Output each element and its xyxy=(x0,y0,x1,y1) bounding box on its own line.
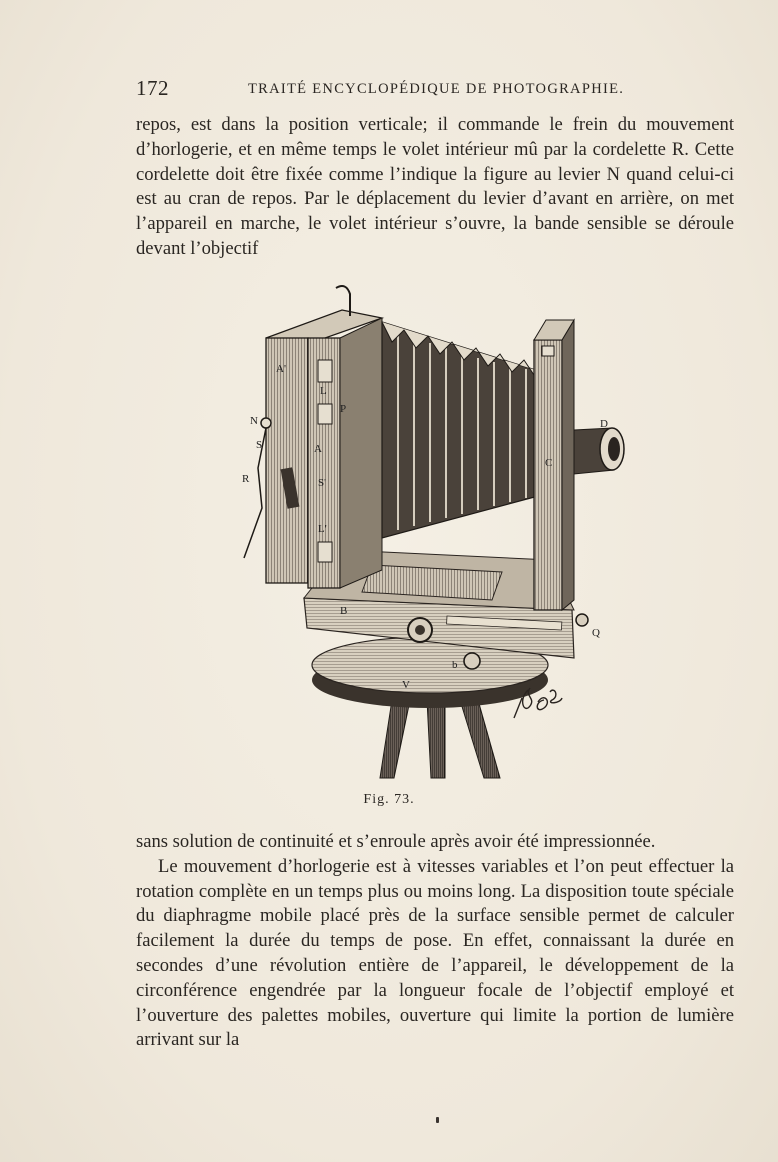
ink-speck xyxy=(436,1117,439,1123)
page-number: 172 xyxy=(136,76,169,100)
label-l-prime: L' xyxy=(318,523,327,535)
label-a: A xyxy=(314,443,322,455)
label-q: Q xyxy=(592,627,600,639)
running-title: TRAITÉ ENCYCLOPÉDIQUE DE PHOTOGRAPHIE. xyxy=(248,81,625,97)
label-c: C xyxy=(545,457,553,469)
label-b-lower: b xyxy=(452,659,458,671)
front-lens-standard xyxy=(534,320,574,610)
label-a-prime: A' xyxy=(276,363,286,375)
label-l: L xyxy=(320,385,327,397)
figure-caption: Fig. 73. xyxy=(363,792,415,807)
paragraph-top-text: repos, est dans la position verticale; il commande le frein du mouvement d’horlogerie, et en même temps le volet intérieur mû par la cordelette R. Cette cordelette doit être fixée comme l’indique la figure au levier N quand celui-ci est au cran de repos. Par le déplacement du levier d’avant en arrière, on met l’appareil en marche, le volet intérieur s’ouvre, la bande sensible se déroule devant l’objectif xyxy=(136,114,734,259)
paragraph-bottom xyxy=(136,830,734,1053)
label-s-prime: S' xyxy=(318,477,327,489)
label-p: P xyxy=(340,403,347,415)
tripod-legs xyxy=(380,700,500,778)
paragraph-continuation: sans solution de continuité et s’enroule après avoir été impressionnée. xyxy=(136,831,656,852)
label-b-upper: B xyxy=(340,605,348,617)
label-v: V xyxy=(402,679,410,691)
camera-bellows xyxy=(382,322,542,538)
paragraph-top xyxy=(136,113,734,262)
label-d: D xyxy=(600,418,608,430)
label-n: N xyxy=(250,415,258,427)
paragraph-main: Le mouvement d’horlogerie est à vitesses variables et l’on peut effectuer la rotation complète en un temps plus ou moins long. La disposition toute spéciale du diaphragme mobile placé près de la surface sensible permet de calculer facilement la durée du temps de pose. En effet, connaissant la durée en secondes d’une révolution entière de l’appareil, le développement de la circonférence engendrée par la longueur focale de l’objectif employé et l’ouverture des palettes mobiles, ouverture qui limite la portion de lumière arrivant sur la xyxy=(136,855,734,1051)
camera-illustration xyxy=(232,280,632,785)
lens xyxy=(574,428,624,474)
label-s: S xyxy=(256,439,263,451)
page-header xyxy=(136,76,734,104)
rear-magazine-box xyxy=(244,286,382,588)
label-r: R xyxy=(242,473,250,485)
